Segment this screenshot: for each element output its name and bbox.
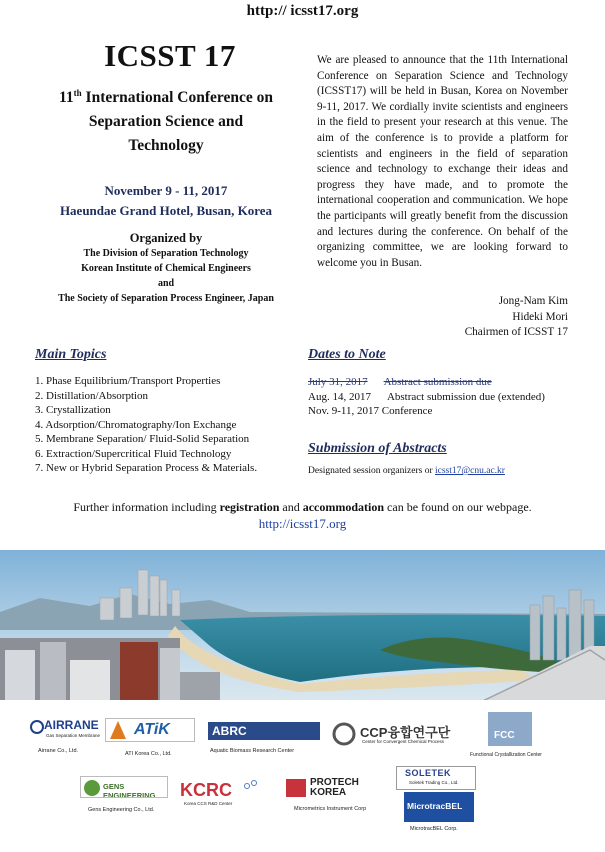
date-text: Abstract submission due (extended) (386, 390, 545, 403)
airrane-logo-icon (30, 720, 44, 734)
sponsor-microtrac (404, 792, 474, 834)
list-item: 7. New or Hybrid Separation Process & Materials. (35, 462, 258, 474)
list-item: 4. Adsorption/Chromatography/Ion Exchange (35, 418, 237, 431)
organizer-2: Korean Institute of Chemical Engineers (81, 263, 251, 274)
airrane-tag: Gas Separation Membrane (46, 733, 101, 738)
submission-line (308, 466, 505, 476)
kcrc-tag: Korea CCS R&D Center (184, 801, 233, 806)
intro-paragraph: We are pleased to announce that the 11th International Conference on Separation Science and Technology (ICSST17) will be held in Busan, Korea on November 9-11, 2017. We cordially invite scientists and engineers in the field to present your research at this venue. The aim of the conference is to provide a platform for scientists and engineers in the field of separation science and technology to exchange their ideas and progress they have made, and to promote the international cooperation and communication. We hope the participants will greatly benefit from the discussion and lectures during the conference. On behalf of the organizing committee, we are looking forward to welcome you in Busan. (317, 54, 568, 269)
soletek-logo: SOLETEK (405, 768, 452, 778)
signature-3: Chairmen of ICSST 17 (464, 326, 568, 339)
conference-title: ICSST 17 (104, 38, 236, 73)
ccp-logo-icon (332, 722, 356, 746)
further-text-2: and (279, 500, 303, 514)
signature-block (380, 294, 568, 341)
abrc-logo: ABRC (212, 724, 247, 738)
organizers-block (30, 231, 302, 306)
atik-logo-box (105, 718, 195, 742)
list-item: 3. Crystallization (35, 404, 111, 416)
header-url[interactable]: http:// icsst17.org (246, 3, 359, 19)
sponsor-abrc (208, 722, 320, 758)
soletek-logo-box (396, 766, 476, 790)
organized-by-heading: Organized by (129, 231, 203, 245)
sponsor-kcrc (180, 780, 262, 810)
list-item: 1. Phase Equilibrium/Transport Properties (35, 375, 221, 387)
sponsor-atik (105, 718, 195, 758)
list-item: 6. Extraction/Supercritical Fluid Technology (35, 447, 232, 460)
subtitle-line2: Separation Science and (88, 113, 244, 130)
organizer-1: The Division of Separation Technology (83, 248, 249, 259)
list-item: 5. Membrane Separation/ Fluid-Solid Separation (35, 433, 250, 445)
atik-logo: ATiK (134, 721, 170, 738)
event-dates: November 9 - 11, 2017 (104, 183, 228, 198)
gens-caption: Gens Engineering Co., Ltd. (88, 807, 155, 813)
date-label: July 31, 2017 (308, 376, 368, 388)
organizer-and: and (157, 278, 175, 289)
ccp-logo: CCP융합연구단 (360, 725, 451, 740)
date-item-original-deadline (308, 375, 578, 390)
dates-list (308, 375, 578, 419)
microtrac-caption: MicrotracBEL Corp. (410, 826, 458, 832)
submission-heading: Submission of Abstracts (308, 441, 447, 456)
edition-suffix: th (73, 87, 82, 98)
submission-email-link[interactable]: icsst17@cnu.ac.kr (435, 466, 505, 476)
protech-logo-2: KOREA (310, 787, 347, 798)
signature-1: Jong-Nam Kim (498, 295, 568, 307)
protech-logo-icon (286, 779, 306, 797)
edition-number: 11 (59, 89, 74, 106)
sponsor-airrane (30, 718, 101, 758)
main-topics-list (35, 374, 305, 476)
busan-panorama-photo (0, 550, 605, 707)
sponsor-ccp (332, 722, 462, 752)
date-text: Conference (381, 405, 433, 417)
further-registration: registration (219, 500, 280, 514)
dates-to-note-heading: Dates to Note (308, 347, 386, 362)
microtrac-logo-box (404, 792, 474, 822)
airrane-logo: AIRRANE (44, 718, 99, 732)
date-label: Aug. 14, 2017 (308, 390, 371, 403)
kcrc-logo: KCRC (180, 780, 232, 800)
date-label: Nov. 9-11, 2017 (308, 405, 379, 417)
fcc-caption: Functional Crystallization Center (470, 752, 542, 758)
further-accommodation: accommodation (302, 500, 385, 514)
abrc-logo-box (208, 722, 320, 740)
fcc-logo-box (488, 712, 532, 746)
fcc-logo: FCC (494, 730, 515, 741)
conference-subtitle (30, 86, 302, 158)
main-topics-heading: Main Topics (35, 347, 107, 362)
ccp-tag: Center for Convergent Chemical Process (362, 739, 445, 744)
list-item: 2. Distillation/Absorption (35, 389, 149, 402)
submission-text: Designated session organizers or (308, 466, 435, 476)
further-text-3: can be found on our webpage. (384, 500, 532, 514)
signature-2: Hideki Mori (512, 310, 568, 323)
website-link[interactable]: http://icsst17.org (258, 516, 347, 531)
further-info (30, 500, 575, 515)
protech-caption: Micrometrics Instrument Corp (294, 806, 367, 812)
microtrac-logo: MicrotracBEL (407, 801, 463, 811)
subtitle-line1: International Conference on (81, 89, 273, 106)
soletek-tag: Soletek Trading Co., Ltd. (409, 780, 459, 785)
subtitle-line3: Technology (128, 137, 204, 154)
protech-logo-1: PROTECH (310, 777, 359, 788)
gens-logo: GENS ENGINEERING (103, 782, 156, 798)
sponsor-soletek (396, 766, 476, 790)
date-item-extended-deadline (308, 390, 578, 405)
atik-caption: ATI Korea Co., Ltd. (125, 751, 172, 757)
gens-logo-box (80, 776, 168, 798)
further-text-1: Further information including (73, 500, 220, 514)
date-item-conference (308, 404, 578, 419)
sponsor-gens (80, 776, 170, 816)
kcrc-logo-icon (244, 780, 258, 790)
event-info (30, 181, 302, 221)
organizer-3: The Society of Separation Process Engineer, Japan (58, 293, 274, 304)
gens-logo-icon (83, 779, 101, 797)
date-text: Abstract submission due (383, 376, 492, 388)
abrc-caption: Aquatic Biomass Research Center (210, 748, 295, 754)
airrane-caption: Airrane Co., Ltd. (38, 748, 79, 754)
atik-logo-icon (108, 719, 128, 741)
sponsor-protech (282, 778, 382, 814)
sponsor-fcc (470, 712, 570, 760)
event-venue: Haeundae Grand Hotel, Busan, Korea (59, 203, 273, 218)
